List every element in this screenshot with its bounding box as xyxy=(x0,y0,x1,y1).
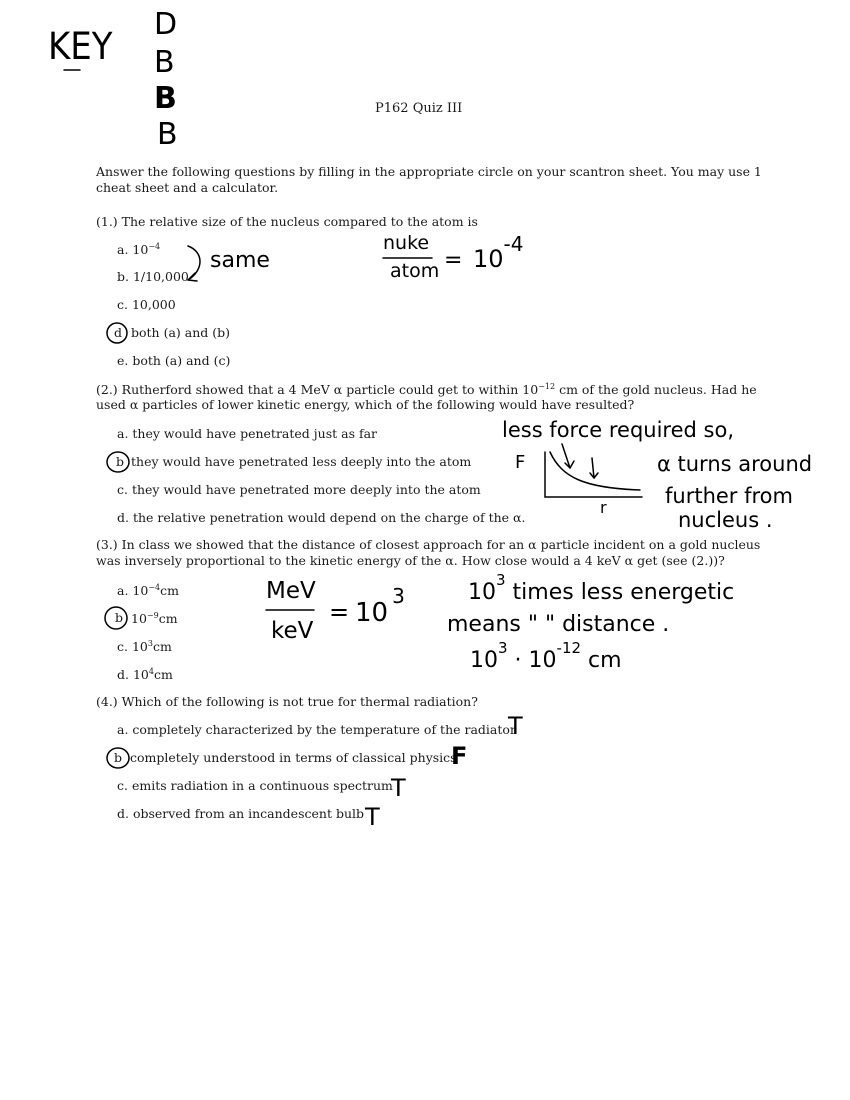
q1-note-same: same xyxy=(210,248,270,273)
q2-option-d: d. the relative penetration would depend on the charge of the α. xyxy=(117,510,526,525)
q3-note-line-1: $10^3$ times less energetic xyxy=(468,571,735,605)
q2-option-b: they would have penetrated less deeply into the atom xyxy=(131,454,472,469)
answer-key-1: D xyxy=(154,7,178,42)
q4-answer-circle xyxy=(107,748,129,768)
q2-option-a: a. they would have penetrated just as far xyxy=(117,426,378,441)
q3-note-denominator: keV xyxy=(271,618,314,644)
q1-option-c: c. 10,000 xyxy=(117,297,176,312)
q3-option-b: $10^{-9}cm$ xyxy=(131,611,178,626)
q3-option-d: d. $10^4cm$ xyxy=(117,667,173,682)
q1-stem: (1.) The relative size of the nucleus compared to the atom is xyxy=(96,214,478,229)
q3-note-numerator: MeV xyxy=(266,578,316,604)
q4-mark-d: T xyxy=(365,803,380,831)
q4-option-b-letter: b xyxy=(114,750,123,765)
q1-note-equals: = xyxy=(444,248,463,273)
q2-option-b-letter: b xyxy=(116,454,125,469)
q4-mark-c: T xyxy=(391,774,406,802)
q2-graph-arrow-2 xyxy=(590,458,598,478)
q3-note-line-2: means " " distance . xyxy=(447,612,670,637)
q2-graph-curve xyxy=(550,452,640,490)
q2-graph-arrow-1 xyxy=(562,444,574,468)
q2-graph-f-label: F xyxy=(515,452,526,473)
q4-option-a: a. completely characterized by the temperature of the radiator xyxy=(117,722,516,737)
q2-note-line-4: nucleus . xyxy=(678,508,773,532)
q4-option-c: c. emits radiation in a continuous spectrum xyxy=(117,778,393,793)
q1-option-b: b. 1/10,000 xyxy=(117,269,189,284)
instructions-line-1: Answer the following questions by filling in the appropriate circle on your scantron sheet. You may use 1 xyxy=(96,164,762,179)
q3-answer-circle xyxy=(105,607,127,629)
instructions-line-2: cheat sheet and a calculator. xyxy=(96,180,279,195)
q3-note-equals: = xyxy=(329,598,350,626)
answer-key-2: B xyxy=(154,45,175,80)
q2-answer-circle xyxy=(107,452,129,472)
q2-note-line-1: less force required so, xyxy=(502,418,734,442)
q4-mark-b: F xyxy=(451,742,468,770)
q1-note-numerator: nuke xyxy=(383,232,430,254)
key-label: KEY xyxy=(48,25,113,69)
q4-option-b: completely understood in terms of classical physics xyxy=(130,750,457,765)
q3-note-result: $10^3$ xyxy=(355,584,405,628)
q3-stem-line-1: (3.) In class we showed that the distance of closest approach for an α particle incident on a gold nucleus xyxy=(96,537,761,552)
q3-note-line-3: $10^3 \cdot 10^{-12}$ cm xyxy=(470,639,622,673)
q1-option-d: both (a) and (b) xyxy=(131,325,230,340)
q2-option-c: c. they would have penetrated more deeply into the atom xyxy=(117,482,481,497)
q1-option-a: a. $10^{-4}$ xyxy=(117,242,161,257)
q4-mark-a: T xyxy=(508,712,523,740)
answer-key-3: B xyxy=(154,81,177,116)
q3-stem-line-2: was inversely proportional to the kinetic energy of the α. How close would a 4 keV α get (see (2.))? xyxy=(96,553,725,568)
q3-option-a: a. $10^{-4}cm$ xyxy=(117,583,179,598)
q1-note-denominator: atom xyxy=(390,260,440,282)
q2-stem-line-2: used α particles of lower kinetic energy, which of the following would have resulted? xyxy=(96,397,635,412)
q3-option-b-letter: b xyxy=(115,610,124,625)
q1-option-e: e. both (a) and (c) xyxy=(117,353,231,368)
q2-graph-r-label: r xyxy=(600,498,607,517)
q2-note-line-2: α turns around xyxy=(657,452,813,476)
q4-stem: (4.) Which of the following is not true for thermal radiation? xyxy=(96,694,478,709)
page-title: P162 Quiz III xyxy=(375,101,463,116)
q3-option-c: c. $10^3cm$ xyxy=(117,639,172,654)
q1-option-d-letter: d xyxy=(114,325,123,340)
q4-option-d: d. observed from an incandescent bulb xyxy=(117,806,364,821)
answer-key-4: B xyxy=(157,117,178,152)
q1-note-result: $10^{-4}$ xyxy=(473,232,524,273)
q1-answer-circle xyxy=(107,323,127,343)
q2-stem-line-1: (2.) Rutherford showed that a 4 MeV α particle could get to within $10^{-12}$ cm of the gold nucleus. Had he xyxy=(96,382,757,397)
q2-note-line-3: further from xyxy=(665,484,793,508)
